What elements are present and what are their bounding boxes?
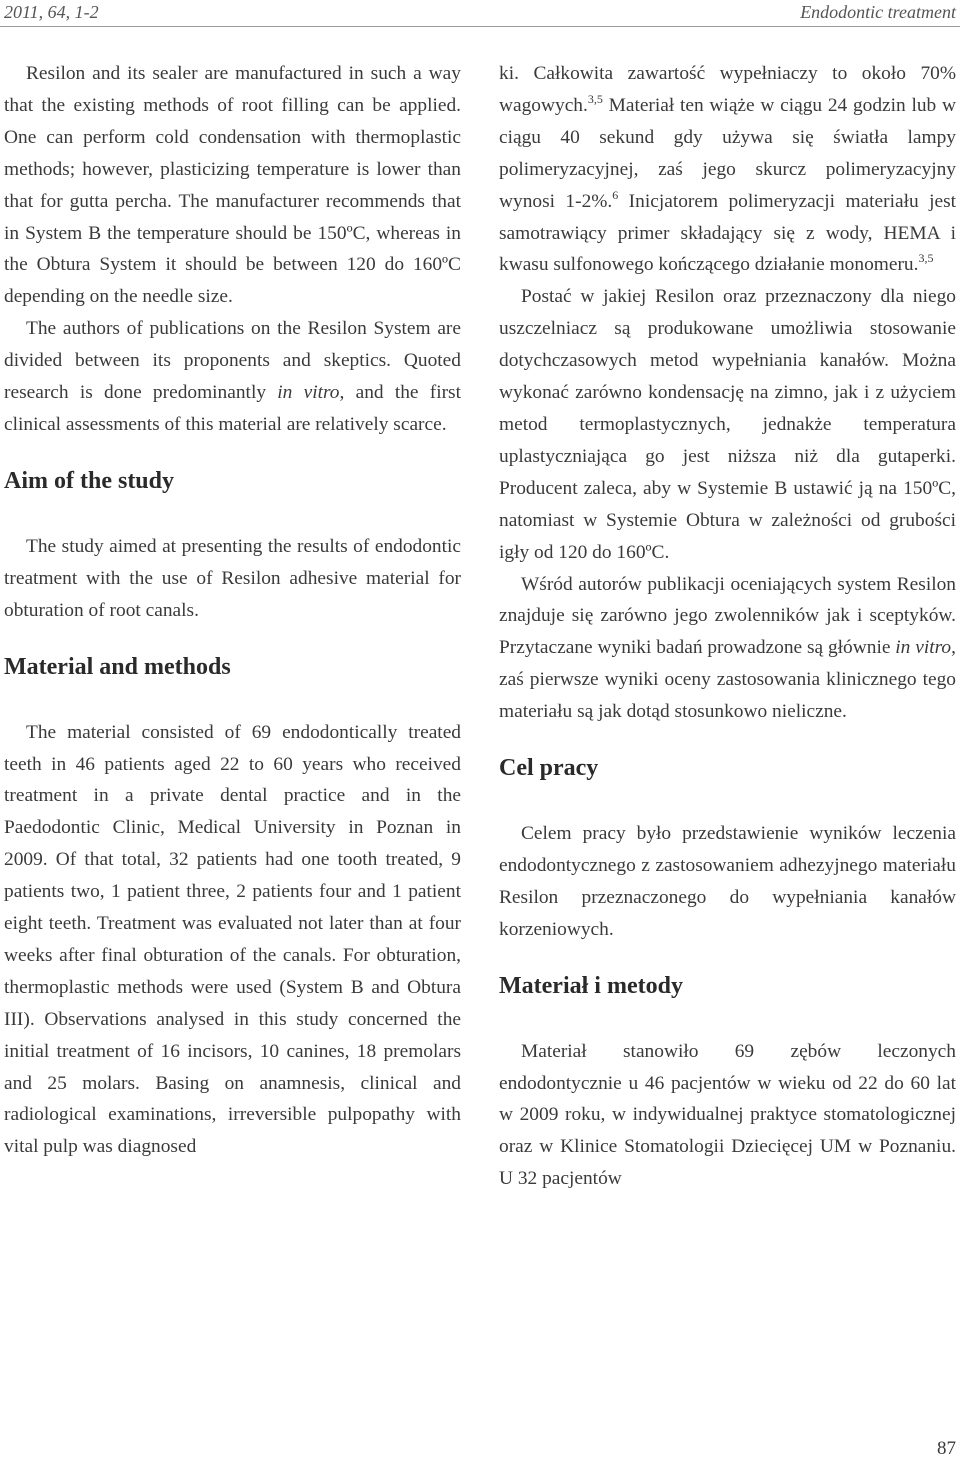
text: Inicjatorem polimeryzacji materiału jest samotrawiący primer składający się z wody, HEMA i kwasu sulfonowego kończącego działanie monomeru. bbox=[499, 190, 956, 276]
text: , zaś pierwsze wyniki oceny zastosowania klinicznego tego materiału są jak dotąd stosunkowo nieliczne. bbox=[499, 637, 956, 723]
paragraph-authors bbox=[4, 313, 461, 441]
heading-aim: Aim of the study bbox=[4, 467, 175, 494]
paragraph-aim-pl: Celem pracy było przedstawienie wyników leczenia endodontycznego z zastosowaniem adhezyjnego materiału Resilon przeznaczonego do wypełniania kanałów korzeniowych. bbox=[499, 823, 956, 940]
text: ki. Całkowita zawartość wypełniaczy to około 70% wagowych. bbox=[499, 63, 956, 116]
citation: 6 bbox=[612, 187, 619, 202]
paragraph-methods-pl: Materiał stanowiło 69 zębów leczonych endodontycznie u 46 pacjentów w wieku od 22 do 60 lat w 2009 roku, w indywidualnej praktyce stomatologicznej oraz w Klinice Stomatologii Dziecięcej UM w Poznaniu. U 32 pacjentów bbox=[499, 1040, 956, 1190]
text: Materiał ten wiąże w ciągu 24 godzin lub w ciągu 40 sekund gdy używa się światła lampy polimeryzacyjnej, zaś jego skurcz polimeryzacyjny wynosi 1-2%. bbox=[499, 94, 956, 212]
italic-term: in vitro bbox=[277, 382, 340, 404]
paragraph-intro: Resilon and its sealer are manufactured in such a way that the existing methods of root filling can be applied. One can perform cold condensation with thermoplastic methods; however, plasticizing temperature is lower than that for gutta percha. The manufacturer recommends that in System B the temperature should be 150ºC, whereas in the Obtura System it should be between 120 do 160ºC depending on the needle size. bbox=[4, 63, 461, 308]
text: Wśród autorów publikacji oceniających system Resilon znajduje się zarówno jego zwolenników jak i sceptyków. Przytaczane wyniki badań prowadzone są głównie bbox=[499, 573, 956, 659]
heading-methods: Material and methods bbox=[4, 653, 231, 680]
citation: 3,5 bbox=[918, 251, 934, 266]
paragraph-continued bbox=[499, 58, 956, 281]
english-column bbox=[4, 58, 461, 1163]
paragraph-form: Postać w jakiej Resilon oraz przeznaczony dla niego uszczelniacz są produkowane umożliwia stosowanie dotychczasowych metod wypełniania kanałów. Można wykonać zarówno kondensację na zimno, jak i z użyciem metod termoplastycznych, jednakże temperatura uplastyczniająca go jest niższa niż dla gutaperki. Producent zaleca, aby w Systemie B ustawić ją na 150ºC, natomiast w Systemie Obtura w zależności od grubości igły od 120 do 160ºC. bbox=[499, 286, 956, 563]
paragraph-authors-pl bbox=[499, 569, 956, 729]
heading-aim-pl: Cel pracy bbox=[499, 755, 599, 782]
italic-term: in vitro bbox=[895, 637, 952, 659]
text: , and the first clinical assessments of this material are relatively scarce. bbox=[4, 382, 461, 435]
polish-column bbox=[499, 58, 956, 1195]
journal-issue: 2011, 64, 1-2 bbox=[4, 2, 99, 22]
paragraph-methods: The material consisted of 69 endodontically treated teeth in 46 patients aged 22 to 60 years who received treatment in a private dental practice and in the Paedodontic Clinic, Medical University in Poznan in 2009. Of that total, 32 patients had one tooth treated, 9 patients two, 1 patient three, 2 patients four and 1 patient eight teeth. Treatment was evaluated not later than at four weeks after final obturation of the canals. For obturation, thermoplastic methods were used (System B and Obtura III). Observations analysed in this study concerned the initial treatment of 16 incisors, 10 canines, 18 premolars and 25 molars. Basing on anamnesis, clinical and radiological examinations, irreversible pulpopathy with vital pulp was diagnosed bbox=[4, 721, 461, 1158]
header-rule bbox=[0, 26, 960, 27]
paragraph-aim: The study aimed at presenting the results of endodontic treatment with the use of Resilon adhesive material for obturation of root canals. bbox=[4, 535, 461, 621]
section-title: Endodontic treatment bbox=[800, 2, 956, 22]
running-header bbox=[0, 0, 960, 28]
citation: 3,5 bbox=[587, 91, 603, 106]
text: The authors of publications on the Resilon System are divided between its proponents and skeptics. Quoted research is done predominantly bbox=[4, 318, 461, 404]
page-number: 87 bbox=[937, 1438, 956, 1459]
heading-methods-pl: Materiał i metody bbox=[499, 972, 683, 999]
